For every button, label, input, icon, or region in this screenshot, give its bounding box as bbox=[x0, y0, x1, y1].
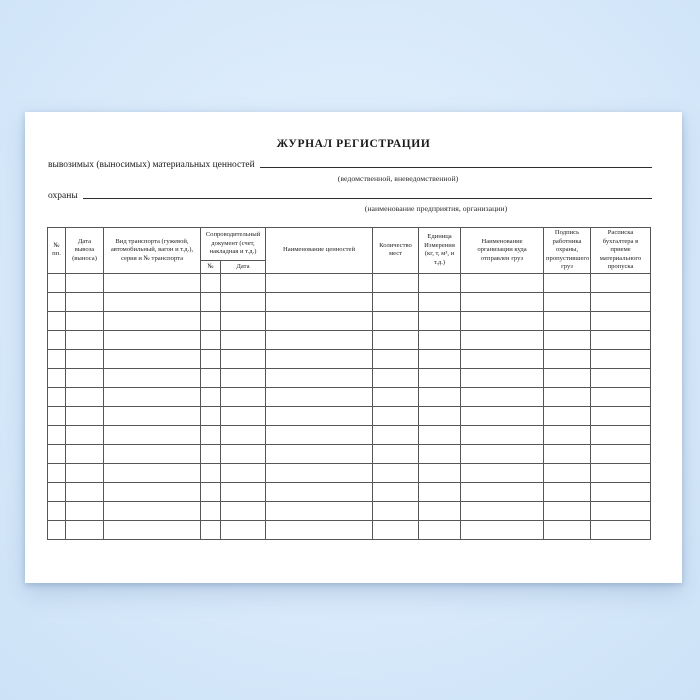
form-line-guard-label: охраны bbox=[48, 191, 78, 201]
table-cell bbox=[48, 368, 66, 387]
table-cell bbox=[221, 330, 266, 349]
table-cell bbox=[48, 311, 66, 330]
table-cell bbox=[373, 444, 419, 463]
table-cell bbox=[373, 425, 419, 444]
table-cell bbox=[66, 406, 104, 425]
table-cell bbox=[544, 349, 591, 368]
table-cell bbox=[266, 330, 373, 349]
form-line-values-label: вывозимых (выносимых) материальных ценностей bbox=[48, 160, 255, 170]
table-cell bbox=[544, 406, 591, 425]
table-row bbox=[48, 482, 651, 501]
table-cell bbox=[373, 520, 419, 539]
table-cell bbox=[48, 349, 66, 368]
table-row bbox=[48, 349, 651, 368]
table-cell bbox=[221, 368, 266, 387]
table-cell bbox=[591, 482, 651, 501]
table-cell bbox=[461, 501, 544, 520]
table-cell bbox=[419, 425, 461, 444]
table-cell bbox=[544, 273, 591, 292]
column-header-place-count: Количество мест bbox=[373, 228, 419, 274]
table-cell bbox=[66, 520, 104, 539]
table-cell bbox=[591, 501, 651, 520]
table-cell bbox=[419, 292, 461, 311]
table-cell bbox=[266, 406, 373, 425]
table-cell bbox=[201, 463, 221, 482]
table-cell bbox=[461, 425, 544, 444]
table-cell bbox=[104, 330, 201, 349]
table-cell bbox=[419, 463, 461, 482]
form-title: ЖУРНАЛ РЕГИСТРАЦИИ bbox=[276, 138, 431, 150]
table-cell bbox=[266, 425, 373, 444]
table-cell bbox=[266, 387, 373, 406]
table-cell bbox=[48, 273, 66, 292]
table-cell bbox=[591, 330, 651, 349]
table-cell bbox=[201, 311, 221, 330]
column-header-measure-unit: Единица Измерения (кг, т, м³, и т.д.) bbox=[419, 228, 461, 274]
column-header-number: № пп. bbox=[48, 228, 66, 274]
table-cell bbox=[104, 292, 201, 311]
table-row bbox=[48, 463, 651, 482]
table-cell bbox=[591, 292, 651, 311]
table-cell bbox=[461, 520, 544, 539]
table-cell bbox=[48, 463, 66, 482]
table-cell bbox=[266, 482, 373, 501]
table-cell bbox=[544, 330, 591, 349]
table-cell bbox=[48, 501, 66, 520]
table-cell bbox=[373, 330, 419, 349]
table-cell bbox=[544, 444, 591, 463]
table-cell bbox=[66, 311, 104, 330]
table-cell bbox=[266, 368, 373, 387]
table-cell bbox=[104, 368, 201, 387]
table-cell bbox=[201, 520, 221, 539]
table-header bbox=[48, 228, 651, 274]
table-cell bbox=[66, 482, 104, 501]
table-cell bbox=[104, 444, 201, 463]
table-cell bbox=[48, 520, 66, 539]
form-line-guard bbox=[48, 191, 652, 201]
table-cell bbox=[461, 292, 544, 311]
table-cell bbox=[544, 501, 591, 520]
table-cell bbox=[373, 292, 419, 311]
table-cell bbox=[221, 387, 266, 406]
table-cell bbox=[591, 311, 651, 330]
table-cell bbox=[104, 463, 201, 482]
table-cell bbox=[373, 406, 419, 425]
table-cell bbox=[461, 444, 544, 463]
header-row bbox=[48, 228, 651, 261]
table-cell bbox=[461, 311, 544, 330]
table-cell bbox=[48, 482, 66, 501]
table-cell bbox=[66, 292, 104, 311]
table-cell bbox=[461, 368, 544, 387]
table-cell bbox=[221, 520, 266, 539]
table-cell bbox=[66, 273, 104, 292]
table-cell bbox=[419, 482, 461, 501]
table-cell bbox=[373, 349, 419, 368]
table-cell bbox=[461, 463, 544, 482]
table-cell bbox=[201, 444, 221, 463]
table-cell bbox=[419, 406, 461, 425]
table-cell bbox=[221, 425, 266, 444]
table-cell bbox=[419, 311, 461, 330]
table-cell bbox=[461, 349, 544, 368]
table-cell bbox=[544, 482, 591, 501]
table-cell bbox=[66, 349, 104, 368]
table-cell bbox=[201, 425, 221, 444]
table-cell bbox=[104, 501, 201, 520]
table-cell bbox=[373, 273, 419, 292]
table-cell bbox=[221, 406, 266, 425]
table-cell bbox=[221, 482, 266, 501]
table-cell bbox=[591, 368, 651, 387]
table-cell bbox=[461, 387, 544, 406]
table-cell bbox=[266, 292, 373, 311]
table-cell bbox=[419, 501, 461, 520]
table-cell bbox=[66, 501, 104, 520]
registration-table bbox=[47, 227, 651, 540]
blank-underline bbox=[260, 166, 652, 168]
table-row bbox=[48, 311, 651, 330]
form-line-values-caption: (ведомственной, вневедомственной) bbox=[337, 174, 459, 183]
table-cell bbox=[266, 444, 373, 463]
table-cell bbox=[266, 349, 373, 368]
table-cell bbox=[48, 425, 66, 444]
column-header-accountant-receipt: Расписка бухгалтера в приеме материального пропуска bbox=[591, 228, 651, 274]
table-cell bbox=[66, 330, 104, 349]
table-cell bbox=[266, 463, 373, 482]
table-cell bbox=[373, 482, 419, 501]
table-body bbox=[48, 273, 651, 539]
table-row bbox=[48, 387, 651, 406]
table-cell bbox=[461, 273, 544, 292]
table-cell bbox=[221, 444, 266, 463]
table-cell bbox=[201, 292, 221, 311]
table-cell bbox=[461, 330, 544, 349]
table-cell bbox=[104, 349, 201, 368]
table-cell bbox=[266, 520, 373, 539]
column-header-transport-type: Вид транспорта (гужевой, автомобильный, вагон и т.д.), серия и № транспорта bbox=[104, 228, 201, 274]
table-cell bbox=[266, 311, 373, 330]
table-cell bbox=[66, 425, 104, 444]
table-cell bbox=[266, 273, 373, 292]
document-page bbox=[25, 112, 682, 583]
table-cell bbox=[544, 368, 591, 387]
table-cell bbox=[48, 387, 66, 406]
table-cell bbox=[104, 425, 201, 444]
table-cell bbox=[419, 330, 461, 349]
table-cell bbox=[544, 463, 591, 482]
table-cell bbox=[591, 463, 651, 482]
table-cell bbox=[461, 406, 544, 425]
table-cell bbox=[221, 349, 266, 368]
table-cell bbox=[48, 444, 66, 463]
table-cell bbox=[201, 406, 221, 425]
table-cell bbox=[591, 387, 651, 406]
table-cell bbox=[104, 311, 201, 330]
table-cell bbox=[221, 311, 266, 330]
table-cell bbox=[221, 273, 266, 292]
column-header-valuables-name: Наименование ценностей bbox=[266, 228, 373, 274]
table-cell bbox=[201, 501, 221, 520]
table-cell bbox=[419, 349, 461, 368]
table-cell bbox=[419, 444, 461, 463]
table-cell bbox=[201, 387, 221, 406]
table-cell bbox=[201, 273, 221, 292]
table-row bbox=[48, 501, 651, 520]
table-cell bbox=[221, 463, 266, 482]
form-line-values bbox=[48, 160, 652, 170]
table-cell bbox=[591, 349, 651, 368]
table-cell bbox=[201, 368, 221, 387]
table-cell bbox=[419, 368, 461, 387]
table-cell bbox=[419, 273, 461, 292]
table-cell bbox=[104, 482, 201, 501]
table-row bbox=[48, 520, 651, 539]
table-cell bbox=[419, 387, 461, 406]
table-cell bbox=[591, 406, 651, 425]
table-row bbox=[48, 406, 651, 425]
table-cell bbox=[66, 387, 104, 406]
table-cell bbox=[591, 425, 651, 444]
table-row bbox=[48, 330, 651, 349]
column-header-accompanying-document: Сопроводительный документ (счет, накладная и т.д.) bbox=[201, 228, 266, 261]
table-cell bbox=[544, 311, 591, 330]
table-cell bbox=[591, 520, 651, 539]
table-cell bbox=[373, 463, 419, 482]
table-cell bbox=[266, 501, 373, 520]
table-cell bbox=[201, 482, 221, 501]
table-cell bbox=[221, 501, 266, 520]
table-cell bbox=[66, 463, 104, 482]
form-line-guard-caption: (наименование предприятия, организации) bbox=[364, 204, 508, 213]
table-cell bbox=[104, 520, 201, 539]
table-cell bbox=[104, 273, 201, 292]
table-cell bbox=[48, 406, 66, 425]
column-header-export-date: Дата вывоза (выноса) bbox=[66, 228, 104, 274]
subcolumn-header-document-number: № bbox=[201, 261, 221, 274]
table-cell bbox=[373, 368, 419, 387]
table-cell bbox=[104, 406, 201, 425]
table-cell bbox=[591, 444, 651, 463]
table-cell bbox=[419, 520, 461, 539]
table-row bbox=[48, 292, 651, 311]
table-cell bbox=[544, 425, 591, 444]
table-cell bbox=[461, 482, 544, 501]
registration-table-wrap bbox=[47, 227, 651, 540]
table-cell bbox=[373, 387, 419, 406]
column-header-guard-signature: Подпись работника охраны, пропустившего груз bbox=[544, 228, 591, 274]
table-cell bbox=[104, 387, 201, 406]
table-row bbox=[48, 273, 651, 292]
table-cell bbox=[373, 311, 419, 330]
subcolumn-header-document-date: Дата bbox=[221, 261, 266, 274]
column-header-destination-organization: Наименование организации куда отправлен груз bbox=[461, 228, 544, 274]
table-row bbox=[48, 444, 651, 463]
table-cell bbox=[544, 387, 591, 406]
table-cell bbox=[66, 368, 104, 387]
table-row bbox=[48, 425, 651, 444]
table-row bbox=[48, 368, 651, 387]
table-cell bbox=[591, 273, 651, 292]
table-cell bbox=[48, 292, 66, 311]
table-cell bbox=[66, 444, 104, 463]
table-cell bbox=[201, 349, 221, 368]
table-cell bbox=[373, 501, 419, 520]
table-cell bbox=[48, 330, 66, 349]
table-cell bbox=[544, 292, 591, 311]
blank-underline bbox=[83, 197, 652, 199]
table-cell bbox=[221, 292, 266, 311]
table-cell bbox=[201, 330, 221, 349]
table-cell bbox=[544, 520, 591, 539]
